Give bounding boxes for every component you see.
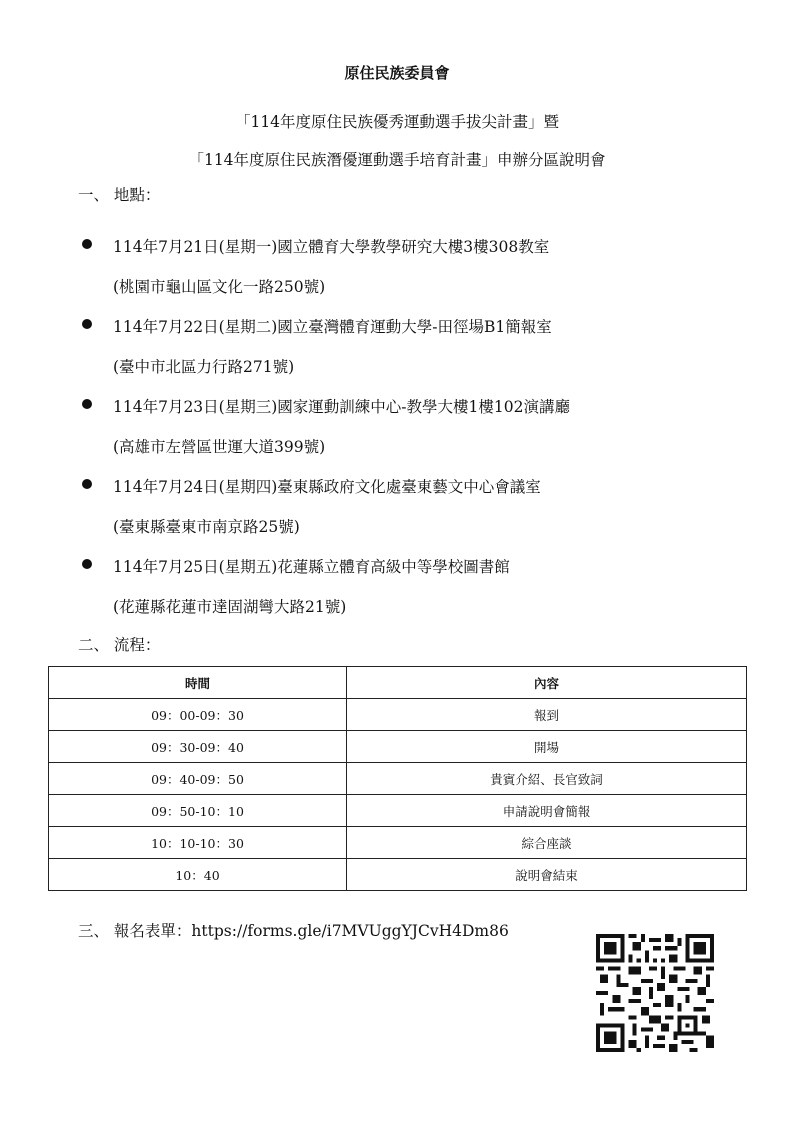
subtitle-line-1: 「114年度原住民族優秀運動選手拔尖計畫」暨 <box>234 113 560 131</box>
content-cell: 貴賓介紹、長官致詞 <box>347 763 747 795</box>
table-header-row <box>49 667 747 699</box>
section-location-heading: 一、 地點： <box>78 186 161 204</box>
header-time: 時間 <box>49 667 347 699</box>
subtitle-line-2: 「114年度原住民族潛優運動選手培育計畫」申辦分區說明會 <box>188 151 606 169</box>
content-cell: 綜合座談 <box>347 827 747 859</box>
location-address: (高雄市左營區世運大道399號) <box>113 438 326 456</box>
page-title: 原住民族委員會 <box>344 64 450 82</box>
location-venue: 114年7月21日(星期一)國立體育大學教學研究大樓3樓308教室 <box>113 238 550 256</box>
table-row <box>49 827 747 859</box>
time-cell: 10：10-10：30 <box>49 827 347 859</box>
location-address: (花蓮縣花蓮市達固湖彎大路21號) <box>113 598 347 616</box>
content-cell: 說明會結束 <box>347 859 747 891</box>
bullet-icon <box>82 239 92 249</box>
location-address: (臺中市北區力行路271號) <box>113 358 295 376</box>
section-schedule-heading: 二、 流程： <box>78 636 161 654</box>
bullet-icon <box>82 319 92 329</box>
table-row <box>49 763 747 795</box>
bullet-icon <box>82 479 92 489</box>
qr-code-icon[interactable] <box>596 934 714 1052</box>
location-venue: 114年7月25日(星期五)花蓮縣立體育高級中等學校圖書館 <box>113 558 510 576</box>
table-row <box>49 795 747 827</box>
time-cell: 09：30-09：40 <box>49 731 347 763</box>
bullet-icon <box>82 399 92 409</box>
location-venue: 114年7月23日(星期三)國家運動訓練中心-教學大樓1樓102演講廳 <box>113 398 570 416</box>
schedule-table <box>48 666 747 891</box>
registration-form-link[interactable]: 三、 報名表單：https://forms.gle/i7MVUggYJCvH4Dm86 <box>78 922 509 940</box>
content-cell: 開場 <box>347 731 747 763</box>
time-cell: 09：00-09：30 <box>49 699 347 731</box>
content-cell: 申請說明會簡報 <box>347 795 747 827</box>
location-address: (臺東縣臺東市南京路25號) <box>113 518 300 536</box>
header-content: 內容 <box>347 667 747 699</box>
time-cell: 09：40-09：50 <box>49 763 347 795</box>
location-venue: 114年7月22日(星期二)國立臺灣體育運動大學-田徑場B1簡報室 <box>113 318 552 336</box>
bullet-icon <box>82 559 92 569</box>
table-row <box>49 731 747 763</box>
content-cell: 報到 <box>347 699 747 731</box>
table-row <box>49 859 747 891</box>
time-cell: 09：50-10：10 <box>49 795 347 827</box>
location-address: (桃園市龜山區文化一路250號) <box>113 278 326 296</box>
location-venue: 114年7月24日(星期四)臺東縣政府文化處臺東藝文中心會議室 <box>113 478 541 496</box>
time-cell: 10：40 <box>49 859 347 891</box>
table-row <box>49 699 747 731</box>
